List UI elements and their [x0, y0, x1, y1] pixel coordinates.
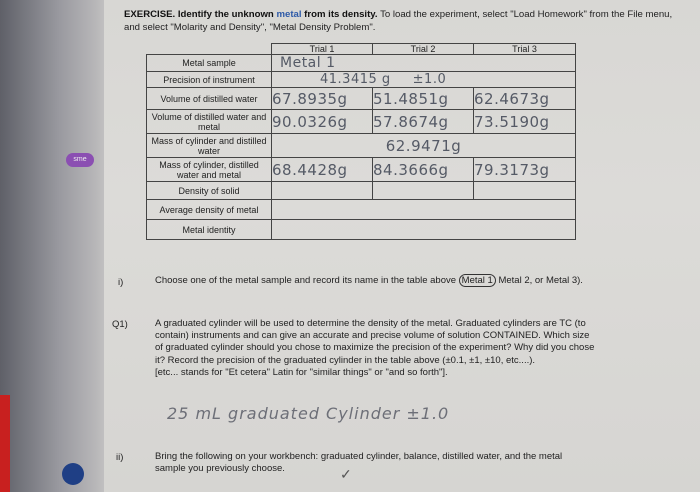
question-i-circled-choice: Metal 1 — [459, 274, 496, 287]
hw-vol-water-metal-t1: 90.0326g — [272, 112, 348, 131]
question-i-label: i) — [118, 277, 124, 288]
cell-average-density — [272, 200, 576, 220]
row-label-density-solid: Density of solid — [147, 182, 272, 200]
hw-metal-sample: Metal 1 — [280, 55, 336, 71]
side-red-stripe — [0, 395, 10, 492]
row-label-metal-identity: Metal identity — [147, 220, 272, 240]
hw-vol-water-t1: 67.8935g — [272, 89, 348, 108]
hw-mass-all-t3: 79.3173g — [474, 160, 550, 179]
header-metal-word: metal — [276, 9, 302, 20]
question-i-text — [155, 275, 585, 287]
header-suffix: from its density. — [301, 9, 378, 20]
header-instructions: To load the experiment, select "Load Homework" from the File menu, and select "Molarity and Density", "Metal Density Problem". — [124, 9, 673, 33]
cell-density-t2 — [373, 182, 474, 200]
question-q1-label: Q1) — [112, 319, 128, 330]
row-label-mass-cylinder-water: Mass of cylinder and distilled water — [147, 134, 272, 158]
cell-density-t3 — [474, 182, 576, 200]
question-i-text-pre: Choose one of the metal sample and record its name in the table above — [155, 275, 457, 286]
hw-mass-all-t1: 68.4428g — [272, 160, 348, 179]
question-ii-text: Bring the following on your workbench: graduated cylinder, balance, distilled water, and the metal sample you previously choose. — [155, 451, 563, 475]
row-label-volume-water-metal: Volume of distilled water and metal — [147, 110, 272, 134]
question-q1-note: [etc... stands for "Et cetera" Latin for "similar things" or "and so forth"]. — [155, 366, 448, 378]
question-i-text-post: Metal 2, or Metal 3). — [495, 275, 583, 286]
header-prefix: EXERCISE. Identify the unknown — [124, 9, 277, 20]
side-badge: sme — [66, 153, 94, 167]
handwritten-answer: 25 mL graduated Cylinder ±1.0 — [167, 404, 450, 423]
hw-precision-mass: 41.3415 g — [320, 72, 391, 87]
exercise-header — [124, 8, 684, 34]
hw-mass-cylinder-water: 62.9471g — [385, 136, 462, 155]
trial-1-header: Trial 1 — [272, 44, 373, 55]
hw-vol-water-metal-t2: 57.8674g — [373, 112, 449, 131]
hw-precision-value: ±1.0 — [412, 72, 447, 87]
question-q1-text — [155, 318, 597, 379]
hw-vol-water-t2: 51.4851g — [373, 89, 449, 108]
data-table — [146, 43, 576, 240]
question-q1-body: A graduated cylinder will be used to determine the density of the metal. Graduated cylinders are TC (to contain) instruments and can give an accurate and precise volume of solution CONTAINED. Which size of graduated cylinder should you chose to maximize the precision of the experiment? Why did you chose it? Record the precision of the graduated cylinder in the table above (±0.1, ±1, ±10, etc....). — [155, 318, 595, 366]
question-ii-label: ii) — [116, 452, 124, 463]
row-label-mass-cylinder-water-metal: Mass of cylinder, distilled water and metal — [147, 158, 272, 182]
row-label-precision: Precision of instrument — [147, 72, 272, 88]
trial-2-header: Trial 2 — [373, 44, 474, 55]
side-blue-dot — [62, 463, 84, 485]
row-label-metal-sample: Metal sample — [147, 55, 272, 72]
hw-vol-water-metal-t3: 73.5190g — [474, 112, 550, 131]
trial-3-header: Trial 3 — [474, 44, 576, 55]
check-mark-icon: ✓ — [340, 466, 352, 482]
cell-density-t1 — [272, 182, 373, 200]
row-label-average-density: Average density of metal — [147, 200, 272, 220]
hw-mass-all-t2: 84.3666g — [373, 160, 449, 179]
hw-vol-water-t3: 62.4673g — [474, 89, 550, 108]
cell-metal-identity — [272, 220, 576, 240]
row-label-volume-water: Volume of distilled water — [147, 88, 272, 110]
